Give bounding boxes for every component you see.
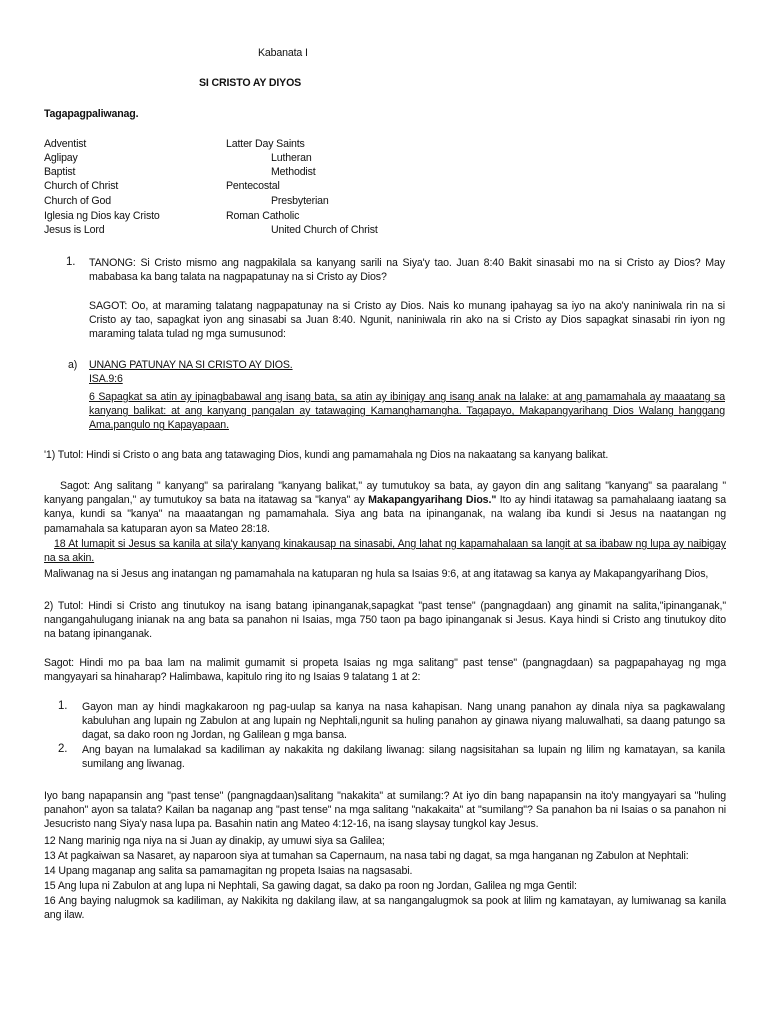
denomination-item: Aglipay <box>44 152 78 164</box>
denomination-item: Jesus is Lord <box>44 224 105 236</box>
matthew-verse: 15 Ang lupa ni Zabulon at ang lupa ni Nephtali, Sa gawing dagat, sa dako pa roon ng Jordan, Galilea ng mga Gentil: <box>44 880 577 892</box>
reply-1-text-cont: Ito ay hindi itatawag sa pamahalaang iaatang sa kanya, kundi sa "kanya" na maaatangan ng pamamahala. Siya ang bata na ipinanganak, na walang iba kundi si Jesus na naatangan ng pamamahala sa katuparan ayon sa Mateo 28:18. <box>44 494 727 535</box>
list-number: 1. <box>58 700 68 712</box>
objection-1: '1) Tutol: Hindi si Cristo o ang bata ang tatawaging Dios, kundi ang pamamahala ng Dios na nakaatang sa kanyang balikat. <box>44 449 609 461</box>
denomination-item: Lutheran <box>271 152 312 164</box>
isaiah-verse: Gayon man ay hindi magkakaroon ng pag-uulap sa kanya na nasa kahapisan. Nang unang panahon ay dinala niya sa pagkawalang kabuluhan ang lupain ng Zabulon at ang lupain ng Nephtali,ngunit sa huling panahon ay ginawa niyang maluwalhati, sa daang patungo sa dagat, sa dako roon ng Jordan, ng Galilean g mga bansa. <box>82 701 725 742</box>
page-title: SI CRISTO AY DIYOS <box>199 77 302 89</box>
question-number: 1. <box>66 256 76 268</box>
isaiah-verse: Ang bayan na lumalakad sa kadiliman ay nakakita ng dakilang liwanag: silang nagsisitahan sa lupain ng lilim ng kamatayan, sa kanila sumilang ang liwanag. <box>82 744 725 771</box>
denomination-item: Presbyterian <box>271 195 329 207</box>
matthew-verse: 14 Upang maganap ang salita sa pamamagitan ng propeta Isaias na nagsasabi. <box>44 865 413 877</box>
matthew-verse: 13 At pagkaiwan sa Nasaret, ay naparoon siya at tumahan sa Capernaum, na nasa tabi ng dagat, sa mga hanganan ng Zabulon at Nephtali: <box>44 850 689 862</box>
denomination-item: Church of Christ <box>44 180 119 192</box>
denomination-item: United Church of Christ <box>271 224 378 236</box>
matthew-28-18: 18 At lumapit si Jesus sa kanila at sila'y kanyang kinakausap na sinasabi, Ang lahat ng kapamahalaan sa langit at sa ibabaw ng lupa ay naibigay na sa akin. <box>44 538 726 565</box>
denomination-item: Church of God <box>44 195 111 207</box>
chapter-label: Kabanata I <box>258 47 308 59</box>
list-number: 2. <box>58 743 68 755</box>
denomination-item: Iglesia ng Dios kay Cristo <box>44 210 160 222</box>
question-text: TANONG: Si Cristo mismo ang nagpakilala sa kanyang sarili na Siya'y tao. Juan 8:40 Bakit sinasabi mo na si Cristo ay Dios? May mababasa ka bang talata na nagpapatunay na si Cristo ay Dios? <box>89 257 725 284</box>
objection-2: 2) Tutol: Hindi si Cristo ang tinutukoy na isang batang ipinanganak,sapagkat "past tense" (pangnagdaan) ang ginamit na salita,"ipinanganak," nangangahulugang inianak na ang bata sa panahon ni Isaias, mga 750 taon pa bago ipinanganak si Jesus. Kaya hindi si Cristo ang tinutukoy dito na batang ipinanganak. <box>44 600 726 641</box>
section-heading: Tagapagpaliwanag. <box>44 108 139 120</box>
scripture-verse: 6 Sapagkat sa atin ay ipinagbabawal ang isang bata, sa atin ay ibinigay ang isang anak na lalake: at ang pamamahala ay maaatang sa kanyang balikat: at ang kanyang pangalan ay tatawaging Kamanghamangha. Tagapayo, Makapangyarihang Dios Walang hanggang Ama,pangulo ng Kapayapaan. <box>89 391 725 432</box>
denomination-item: Baptist <box>44 166 76 178</box>
reply-1-text: Sagot: Ang salitang " kanyang" sa pariralang "kanyang balikat," ay tumutukoy sa bata, ay gayon din ang salitang "kanyang" sa paaralang " kanyang pangalan," ay tumutukoy sa bata na itatawag sa "kanya" ay <box>44 480 726 507</box>
summary-1: Maliwanag na si Jesus ang inatangan ng pamamahala na katuparan ng hula sa Isaias 9:6, at ang itatawag sa kanya ay Makapangyarihang Dios, <box>44 568 709 580</box>
answer-text: SAGOT: Oo, at maraming talatang nagpapatunay na si Cristo ay Dios. Nais ko munang ipahayag sa iyo na ako'y naniniwala rin na si Cristo ay tao, sapagkat iyon ang sinasabi sa Juan 8:40. Ngunit, naniniwala rin ako na si Cristo ay Dios sapagkat sinasabi rin iyon ng maraming talata tulad ng mga sumusunod: <box>89 300 725 341</box>
closing-paragraph: Iyo bang napapansin ang "past tense" (pangnagdaan)salitang "nakakita" at sumilang:? At iyo din bang napapansin na ito'y mangyayari sa "huling panahon" ayon sa talata? Kailan ba naganap ang "past tense" na mga salitang "nakakaita" at "sumilang"? Sa panahon ba ni Isaias o sa panahon ni Jesucristo nang Siya'y nasa lupa pa. Basahin natin ang Mateo 4:12-16, na isang slaysay tungkol kay Jesus. <box>44 790 726 831</box>
denomination-item: Adventist <box>44 138 87 150</box>
matthew-verse-16: 16 Ang baying nalugmok sa kadiliman, ay Nakikita ng dakilang ilaw, at sa nangangalugmok sa pook at lilim ng kamatayan, ay lumiwanag sa kanila ang ilaw. <box>44 895 726 922</box>
denomination-item: Pentecostal <box>226 180 280 192</box>
reply-1-emphasis: Makapangyarihang Dios." <box>368 494 497 507</box>
denomination-item: Latter Day Saints <box>226 138 305 150</box>
denomination-item: Roman Catholic <box>226 210 300 222</box>
reply-2: Sagot: Hindi mo pa baa lam na malimit gumamit si propeta Isaias ng mga salitang" past tense" (pangnagdaan) sa pagpapahayag ng mga mangyayari sa hinaharap? Halimbawa, kapitulo ring ito ng Isaias 9 talatang 1 at 2: <box>44 657 726 684</box>
reply-1 <box>44 479 726 536</box>
proof-heading: UNANG PATUNAY NA SI CRISTO AY DIOS. <box>89 359 293 371</box>
matthew-verse: 12 Nang marinig nga niya na si Juan ay dinakip, ay umuwi siya sa Galilea; <box>44 835 385 847</box>
scripture-reference: ISA.9:6 <box>89 373 123 385</box>
denomination-item: Methodist <box>271 166 316 178</box>
list-marker: a) <box>68 359 78 371</box>
